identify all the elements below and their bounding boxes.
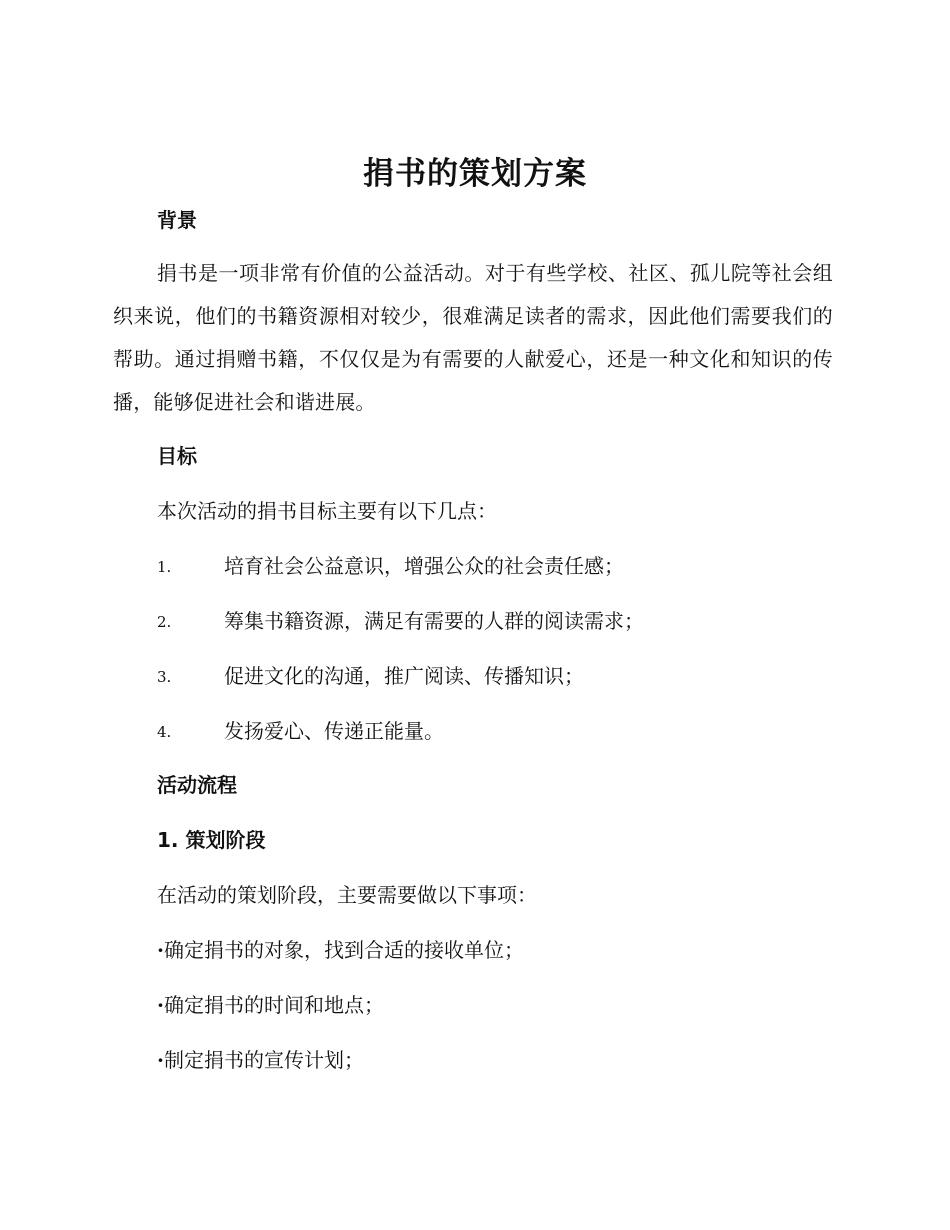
document-title: 捐书的策划方案 [363,156,587,192]
goal-number: 1. [157,558,172,576]
goal-text: 促进文化的沟通，推广阅读、传播知识； [224,664,584,688]
subsection-heading-planning: 1. 策划阶段 [157,828,266,852]
planning-item-text: 确定捐书的时间和地点； [163,993,384,1017]
section-heading-background: 背景 [157,208,197,232]
goal-number: 3. [157,668,172,686]
goals-intro: 本次活动的捐书目标主要有以下几点： [157,499,497,523]
planning-item-text: 确定捐书的对象，找到合适的接收单位； [163,938,524,962]
background-paragraph: 捐书是一项非常有价值的公益活动。对于有些学校、社区、孤儿院等社会组织来说，他们的书籍资源相对较少，很难满足读者的需求，因此他们需要我们的帮助。通过捐赠书籍，不仅仅是为有需要的人献爱心，还是一种文化和知识的传播，能够促进社会和谐进展。 [113,261,833,414]
planning-item [157,1045,364,1075]
goal-text: 发扬爱心、传递正能量。 [224,719,444,743]
section-heading-goals: 目标 [157,444,197,468]
planning-intro: 在活动的策划阶段，主要需要做以下事项： [157,883,537,907]
goal-text: 培育社会公益意识，增强公众的社会责任感； [224,554,624,578]
goal-number: 4. [157,723,172,741]
planning-item-text: 制定捐书的宣传计划； [163,1048,364,1072]
bullet-icon: · [157,938,164,962]
goal-text: 筹集书籍资源，满足有需要的人群的阅读需求； [224,609,644,633]
goal-number: 2. [157,613,172,631]
section-heading-process: 活动流程 [157,773,237,797]
planning-item [157,990,384,1020]
bullet-icon: · [157,993,164,1017]
bullet-icon: · [157,1048,164,1072]
planning-item [157,935,524,965]
